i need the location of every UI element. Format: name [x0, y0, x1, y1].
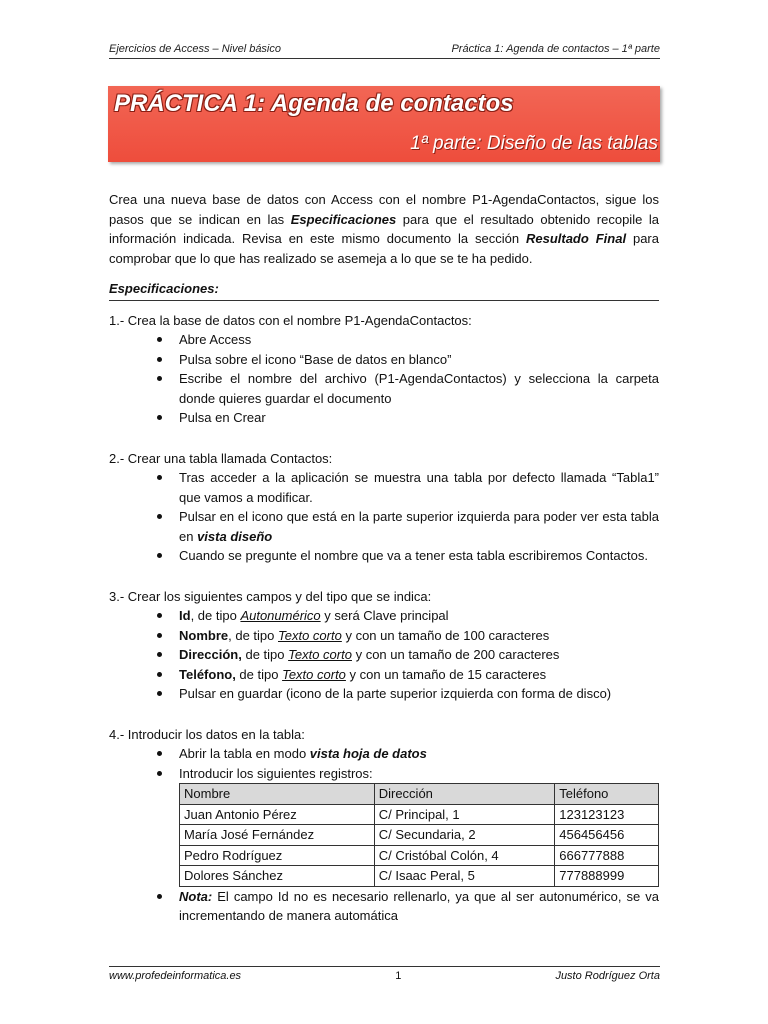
- list-item: Escribe el nombre del archivo (P1-AgendaContactos) y selecciona la carpeta donde quieres guardar el documento: [109, 369, 659, 408]
- table-cell: Juan Antonio Pérez: [180, 804, 375, 825]
- list-item: Pulsar en guardar (icono de la parte superior izquierda con forma de disco): [109, 684, 659, 704]
- main-content: [109, 190, 659, 926]
- section-3: [109, 587, 659, 704]
- item-text: de tipo: [235, 666, 283, 682]
- section-3-list: [109, 606, 659, 704]
- section-4: [109, 725, 659, 926]
- item-text: y con un tamaño de 15 caracteres: [345, 666, 547, 682]
- list-item: [109, 645, 659, 665]
- table-cell: 666777888: [555, 845, 659, 866]
- note-label: Nota:: [179, 888, 213, 904]
- section-4-note-list: [109, 887, 659, 926]
- specifications-heading: Especificaciones:: [109, 279, 659, 301]
- footer-author: Justo Rodríguez Orta: [555, 970, 660, 982]
- intro-emphasis-1: Especificaciones: [290, 211, 397, 227]
- table-header-row: [180, 784, 659, 805]
- column-header: Dirección: [374, 784, 555, 805]
- section-2-title: 2.- Crear una tabla llamada Contactos:: [109, 450, 333, 466]
- table-row: [180, 825, 659, 846]
- footer-website: www.profedeinformatica.es: [109, 970, 242, 982]
- field-name: Nombre: [179, 627, 229, 643]
- section-4-list: [109, 744, 659, 783]
- field-type: Autonumérico: [240, 608, 321, 623]
- section-3-title: 3.- Crear los siguientes campos y del tipo que se indica:: [109, 588, 432, 604]
- list-item: [109, 665, 659, 685]
- table-row: [180, 845, 659, 866]
- page-header: [109, 43, 660, 59]
- page-footer: [109, 966, 660, 982]
- list-item: Abre Access: [109, 330, 659, 350]
- item-text: , de tipo: [228, 627, 278, 643]
- list-item: Cuando se pregunte el nombre que va a tener esta tabla escribiremos Contactos.: [109, 546, 659, 566]
- header-right: Práctica 1: Agenda de contactos – 1ª parte: [451, 43, 660, 55]
- table-cell: Pedro Rodríguez: [180, 845, 375, 866]
- table-cell: C/ Cristóbal Colón, 4: [374, 845, 555, 866]
- field-type: Texto corto: [288, 647, 352, 662]
- field-name: Dirección,: [179, 647, 242, 662]
- list-item: Pulsa sobre el icono “Base de datos en blanco”: [109, 350, 659, 370]
- section-2: [109, 449, 659, 566]
- item-text: Abrir la tabla en modo: [179, 746, 310, 761]
- table-cell: 123123123: [555, 804, 659, 825]
- title-banner: [108, 86, 660, 162]
- table-cell: C/ Principal, 1: [374, 804, 555, 825]
- column-header: Nombre: [180, 784, 375, 805]
- field-type: Texto corto: [282, 666, 346, 682]
- section-1-list: [109, 330, 659, 428]
- field-type: Texto corto: [278, 627, 342, 643]
- page-number: 1: [395, 970, 402, 982]
- list-item: [109, 744, 659, 764]
- section-4-title: 4.- Introducir los datos en la tabla:: [109, 726, 305, 742]
- field-name: Id: [179, 608, 191, 623]
- table-row: [180, 804, 659, 825]
- list-item: Pulsa en Crear: [109, 408, 659, 428]
- banner-title: PRÁCTICA 1: Agenda de contactos: [114, 90, 514, 117]
- item-emphasis: vista hoja de datos: [309, 746, 427, 761]
- list-item: [109, 606, 659, 626]
- section-2-list: [109, 468, 659, 566]
- item-text: y con un tamaño de 100 caracteres: [341, 627, 550, 643]
- section-1-title: 1.- Crea la base de datos con el nombre P1-AgendaContactos:: [109, 312, 472, 328]
- item-text: y con un tamaño de 200 caracteres: [351, 647, 560, 662]
- table-row: [180, 866, 659, 887]
- field-name: Teléfono,: [179, 666, 236, 682]
- table-cell: Dolores Sánchez: [180, 866, 375, 887]
- note-item: [109, 887, 659, 926]
- intro-paragraph: [109, 190, 659, 268]
- intro-text-2: para que el resultado obtenido recopile la información indicada. Revisa en este mismo documento la sección: [109, 211, 659, 246]
- section-1: [109, 311, 659, 428]
- intro-emphasis-2: Resultado Final: [525, 231, 627, 246]
- item-text: Pulsar en el icono que está en la parte superior izquierda para poder ver esta tabla en: [179, 509, 659, 544]
- banner-subtitle: 1ª parte: Diseño de las tablas: [410, 133, 658, 154]
- item-text: , de tipo: [190, 608, 241, 623]
- column-header: Teléfono: [555, 784, 659, 805]
- list-item: Tras acceder a la aplicación se muestra una tabla por defecto llamada “Tabla1” que vamos a modificar.: [109, 468, 659, 507]
- table-cell: María José Fernández: [180, 825, 375, 846]
- list-item: [109, 507, 659, 546]
- item-emphasis: vista diseño: [197, 528, 273, 544]
- table-cell: 777888999: [555, 866, 659, 887]
- table-cell: C/ Isaac Peral, 5: [374, 866, 555, 887]
- note-text: El campo Id no es necesario rellenarlo, ya que al ser autonumérico, se va incrementando de manera automática: [179, 888, 659, 923]
- item-text: y será Clave principal: [320, 608, 449, 623]
- intro-text-1: Crea una nueva base de datos con Access con el nombre P1-AgendaContactos, sigue los pasos que se indican en las: [109, 192, 659, 227]
- table-cell: C/ Secundaria, 2: [374, 825, 555, 846]
- header-left: Ejercicios de Access – Nivel básico: [109, 43, 281, 55]
- item-text: de tipo: [241, 647, 289, 662]
- list-item: [109, 626, 659, 646]
- list-item: Introducir los siguientes registros:: [109, 764, 659, 784]
- intro-text-3: para comprobar que lo que has realizado se asemeja a lo que se te ha pedido.: [109, 231, 659, 266]
- table-cell: 456456456: [555, 825, 659, 846]
- records-table: [179, 783, 659, 887]
